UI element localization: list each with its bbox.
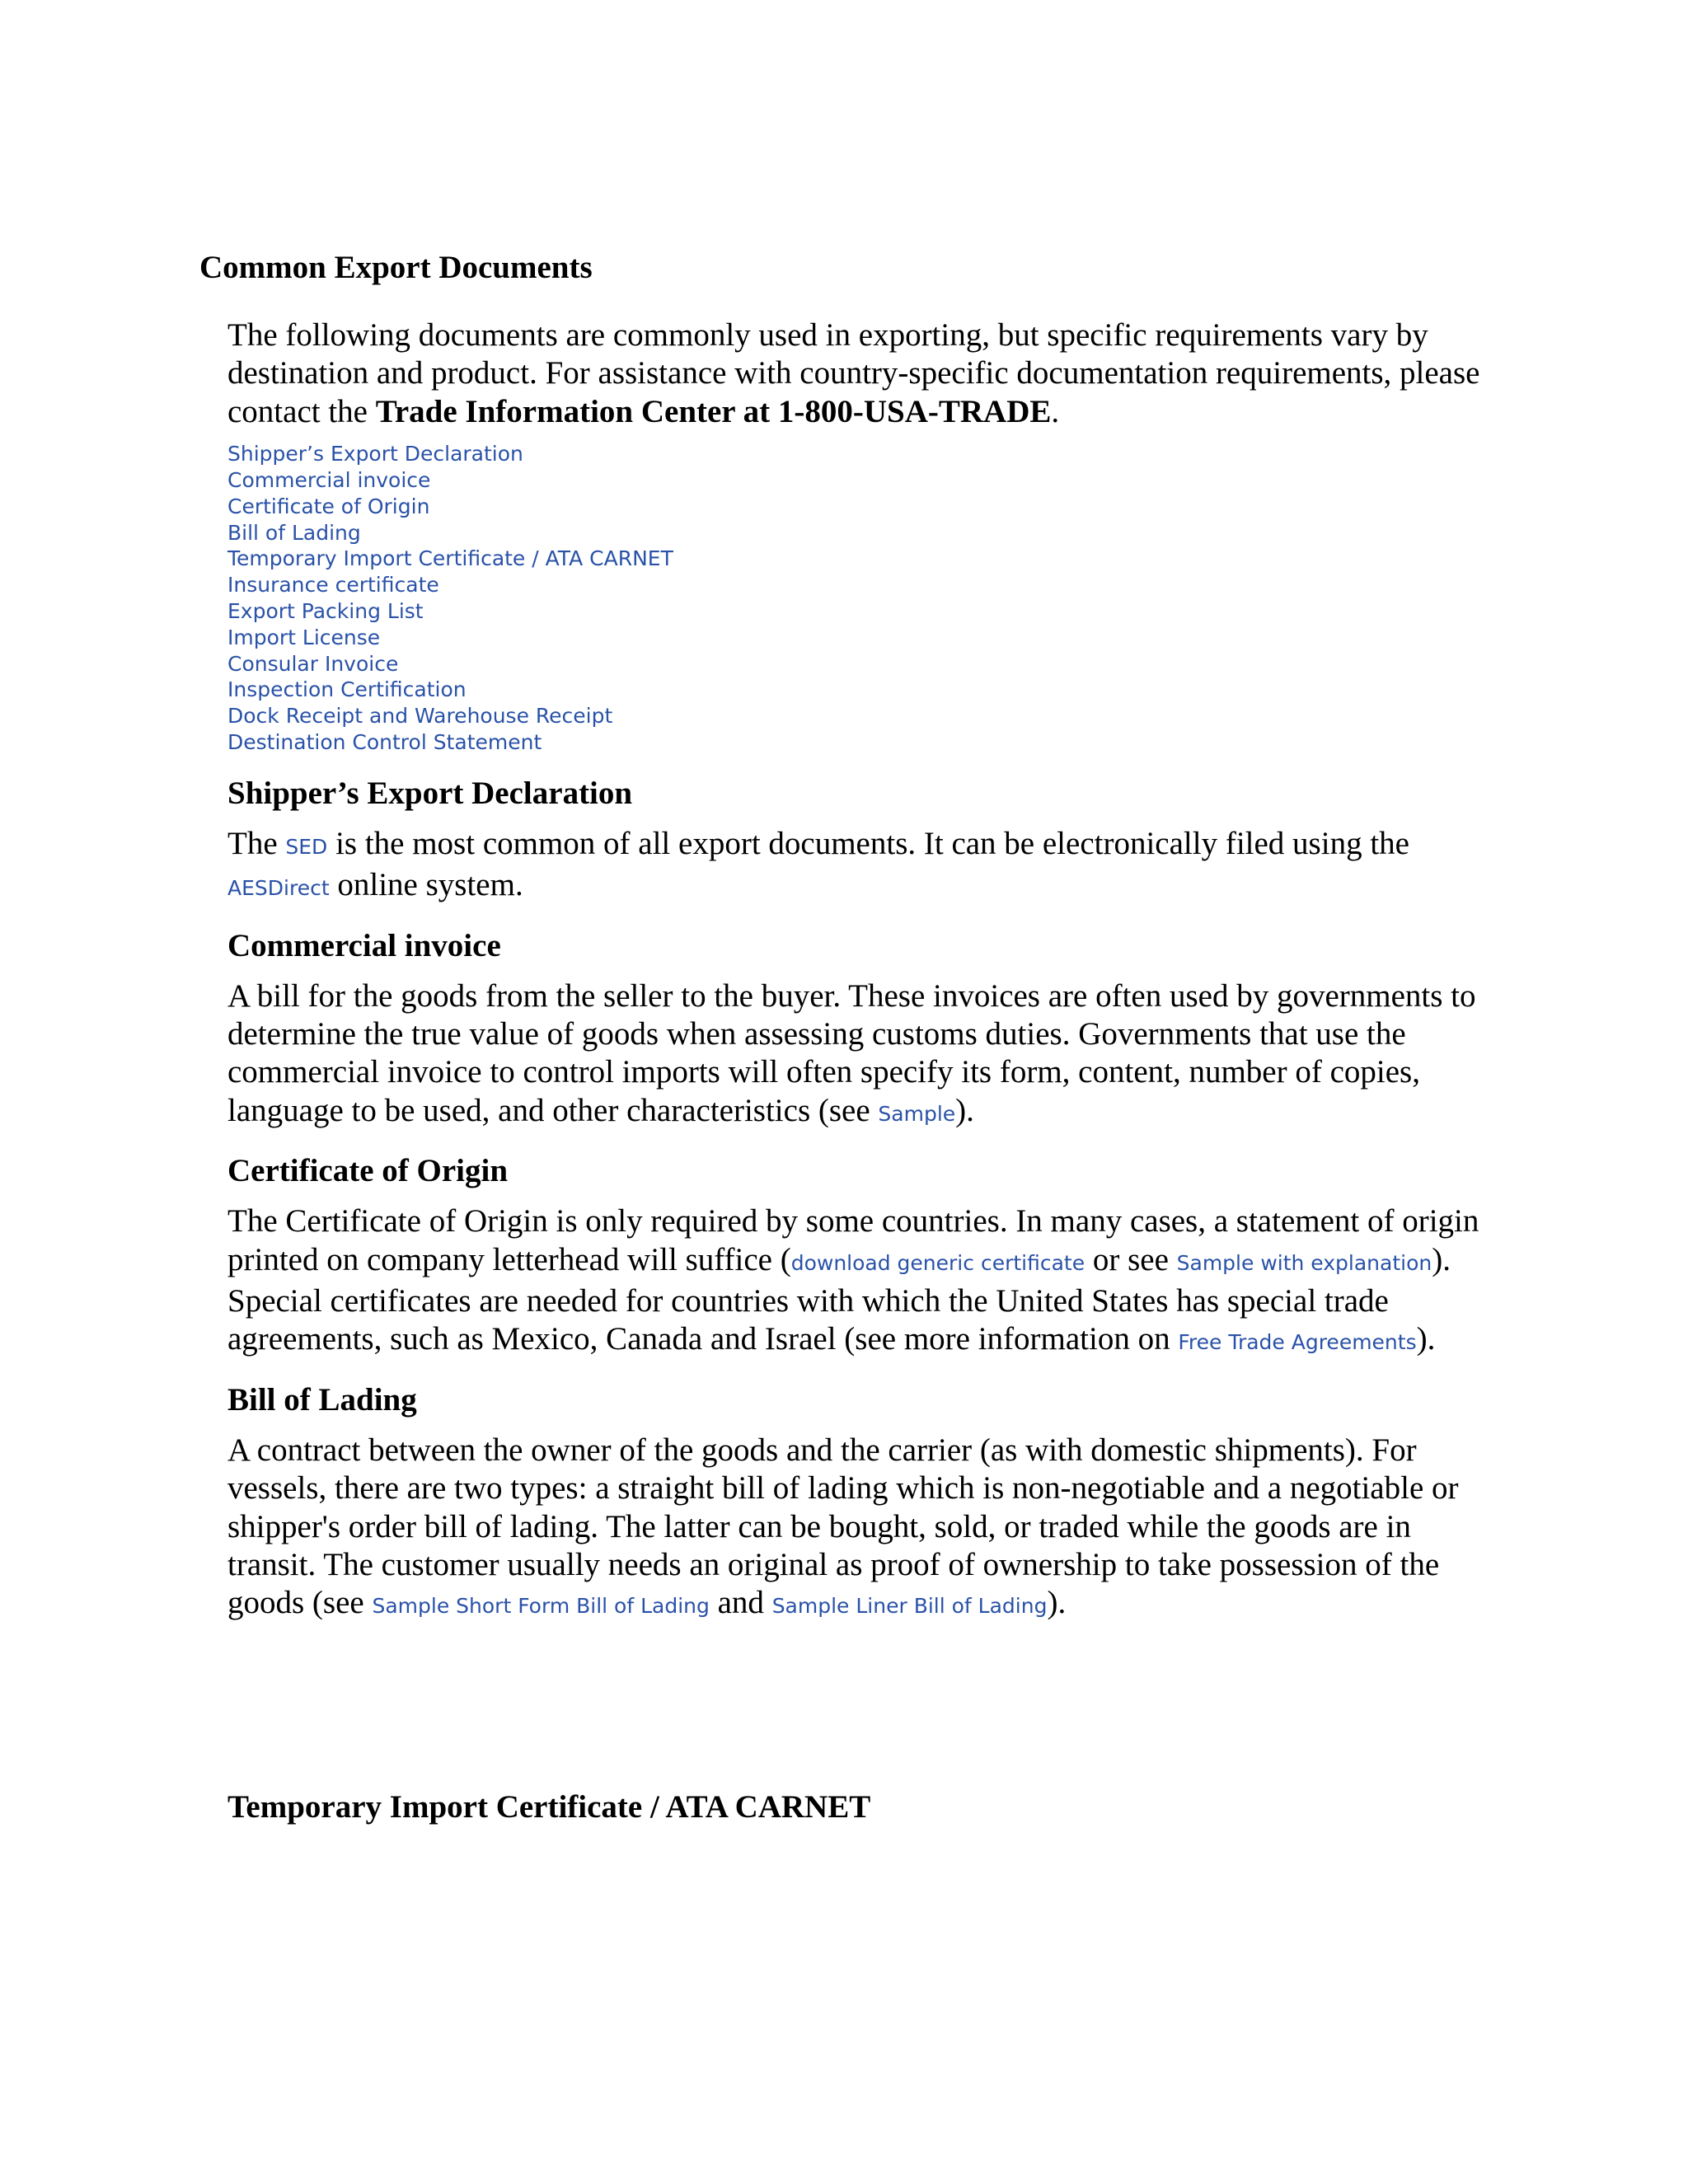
- origin-text-2: or see: [1085, 1241, 1177, 1277]
- section-heading-ata-carnet: Temporary Import Certificate / ATA CARNET: [227, 1788, 871, 1825]
- link-commercial-invoice[interactable]: Commercial invoice: [227, 468, 431, 493]
- link-consular-invoice[interactable]: Consular Invoice: [227, 651, 399, 676]
- liner-bill-of-lading-link[interactable]: Sample Liner Bill of Lading: [771, 1594, 1048, 1619]
- section-heading-sed: Shipper’s Export Declaration: [227, 775, 633, 811]
- certificate-of-origin-paragraph: [227, 1202, 1480, 1362]
- link-bill-of-lading[interactable]: Bill of Lading: [227, 520, 361, 545]
- lading-text-1: A contract between the owner of the goods and the carrier (as with domestic shipments). For vessels, there are two types: a straight bill of lading which is non-negotiable and a negotiable or shipper's order bill of lading. The latter can be bought, sold, or traded while the goods are in transit. The customer usually needs an original as proof of ownership to take possession of the goods (see: [227, 1432, 1459, 1621]
- commercial-invoice-paragraph: [227, 977, 1480, 1134]
- short-form-bill-of-lading-link[interactable]: Sample Short Form Bill of Lading: [372, 1594, 710, 1619]
- link-dock-warehouse-receipt[interactable]: Dock Receipt and Warehouse Receipt: [227, 704, 613, 729]
- sed-text-3: online system.: [329, 867, 523, 903]
- origin-text-1: The Certificate of Origin is only required by some countries. In many cases, a statement of origin printed on company letterhead will suffice (: [227, 1203, 1479, 1277]
- invoice-text-1: A bill for the goods from the seller to the buyer. These invoices are often used by governments to determine the true value of goods when assessing customs duties. Governments that use the commercial invoice to control imports will often specify its form, content, number of copies, language to be used, and other characteristics (see: [227, 977, 1476, 1128]
- link-ata-carnet[interactable]: Temporary Import Certificate / ATA CARNET: [227, 546, 673, 571]
- link-export-packing-list[interactable]: Export Packing List: [227, 599, 424, 623]
- link-import-license[interactable]: Import License: [227, 625, 381, 649]
- invoice-text-2: ).: [955, 1092, 974, 1128]
- link-insurance-certificate[interactable]: Insurance certificate: [227, 573, 439, 598]
- sed-text-2: is the most common of all export documents. It can be electronically filed using the: [327, 825, 1409, 861]
- link-certificate-of-origin[interactable]: Certificate of Origin: [227, 494, 430, 518]
- link-shippers-export-declaration[interactable]: Shipper’s Export Declaration: [227, 442, 523, 466]
- section-heading-commercial-invoice: Commercial invoice: [227, 927, 501, 963]
- trade-center-contact: Trade Information Center at 1-800-USA-TRADE: [375, 393, 1052, 429]
- intro-period: .: [1051, 393, 1060, 429]
- free-trade-agreements-link[interactable]: Free Trade Agreements: [1178, 1330, 1417, 1355]
- section-heading-bill-of-lading: Bill of Lading: [227, 1381, 417, 1418]
- intro-text: The following documents are commonly used in exporting, but specific requirements vary by destination and product. For assistance with country-specific documentation requirements, please contact the: [227, 317, 1480, 429]
- document-link-list: [227, 441, 1480, 756]
- sed-paragraph: [227, 825, 1480, 908]
- intro-paragraph: [227, 316, 1480, 431]
- document-body: [227, 316, 1480, 1828]
- origin-text-3: ). Special certificates are needed for countries with which the United States has special trade agreements, such as Mexico, Canada and Israel (see more information on: [227, 1241, 1451, 1357]
- lading-text-3: ).: [1047, 1585, 1067, 1621]
- sample-with-explanation-link[interactable]: Sample with explanation: [1176, 1250, 1432, 1275]
- sed-text-1: The: [227, 825, 286, 861]
- lading-text-2: and: [709, 1585, 772, 1621]
- sed-link[interactable]: SED: [285, 834, 328, 859]
- page-title: Common Export Documents: [199, 250, 593, 285]
- origin-text-4: ).: [1416, 1321, 1436, 1357]
- section-heading-certificate-of-origin: Certificate of Origin: [227, 1153, 509, 1189]
- link-destination-control-statement[interactable]: Destination Control Statement: [227, 729, 542, 754]
- invoice-sample-link[interactable]: Sample: [878, 1101, 956, 1126]
- aesdirect-link[interactable]: AESDirect: [227, 876, 330, 901]
- bill-of-lading-paragraph: [227, 1432, 1480, 1626]
- download-generic-certificate-link[interactable]: download generic certificate: [790, 1250, 1085, 1275]
- link-inspection-certification[interactable]: Inspection Certification: [227, 677, 467, 702]
